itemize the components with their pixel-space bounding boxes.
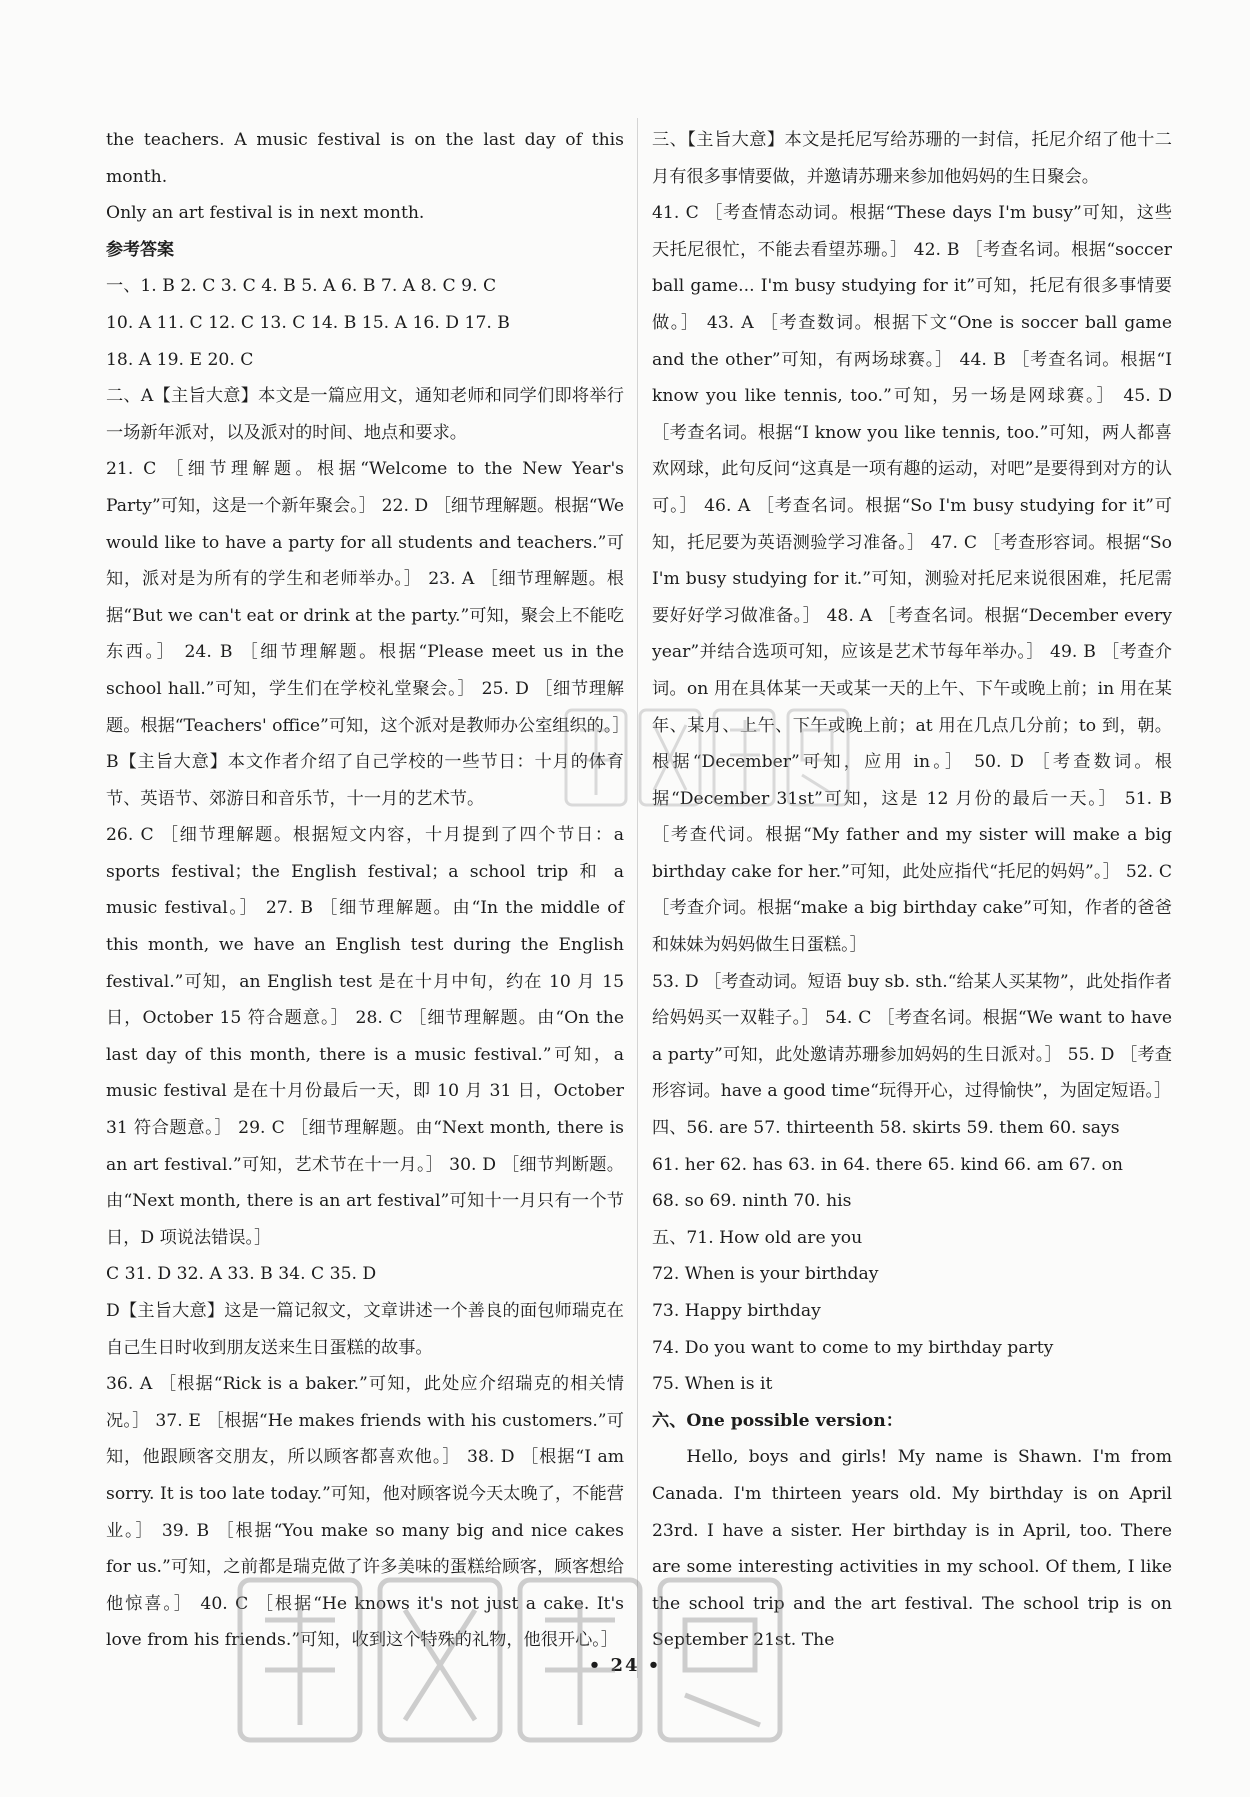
part4-row-2: 61. her 62. has 63. in 64. there 65. kind 66. am 67. on xyxy=(652,1154,1124,1175)
part2b-answers: 26. C ［细节理解题。根据短文内容，十月提到了四个节日：a sports festival；the English festival；a school trip 和 a music festival。］ 27. B ［细节理解题。由“In the middle of this month, we have an English test during the English festival.”可知，an English test 是在十月中旬，约在 10 月 15 日，October 15 符合题意。］ 28. C ［细节理解题。由“On the last day of this month, there is a music festival.”可知，a music festival 是在十月份最后一天，即 10 月 31 日，October 31 符合题意。］ 29. C ［细节理解题。由“Next month, there is an art festival.”可知，艺术节在十一月。］ 30. D ［细节判断题。由“Next month, there is an art festival”可知十一月只有一个节日，D 项说法错误。］ xyxy=(106,825,624,1248)
part2a-summary: 二、A【主旨大意】本文是一篇应用文，通知老师和同学们即将举行一场新年派对，以及派对的时间、地点和要求。 xyxy=(106,386,624,443)
part2d-answers: 36. A ［根据“Rick is a baker.”可知，此处应介绍瑞克的相关情况。］ 37. E ［根据“He makes friends with his customers.”可知，他跟顾客交朋友，所以顾客都喜欢他。］ 38. D ［根据“I am sorry. It is too late today.”可知，他对顾客说今天太晚了，不能营业。］ 39. B ［根据“You make so many big and nice cakes for us.”可知，之前都是瑞克做了许多美味的蛋糕给顾客，顾客想给他惊喜。］ 40. C ［根据“He knows it's not just a cake. It's love from his friends.”可知，收到这个特殊的礼物，他很开心。］ xyxy=(106,1374,624,1651)
right-column xyxy=(652,122,1172,1659)
part3-answers-53-55: 53. D ［考查动词。短语 buy sb. sth.“给某人买某物”，此处指作者给妈妈买一双鞋子。］ 54. C ［考查名词。根据“We want to have a party”可知，此处邀请苏珊参加妈妈的生日派对。］ 55. D ［考查形容词。have a good time“玩得开心，过得愉快”，为固定短语。］ xyxy=(652,971,1172,1102)
intro-line-2: Only an art festival is in next month. xyxy=(106,203,425,224)
part3-answers-41-52: 41. C ［考查情态动词。根据“These days I'm busy”可知，这些天托尼很忙，不能去看望苏珊。］ 42. B ［考查名词。根据“soccer ball game... I'm busy studying for it”可知，托尼有很多事情要做。］ 43. A ［考查数词。根据下文“One is soccer ball game and the other”可知，有两场球赛。］ 44. B ［考查名词。根据“I know you like tennis, too.”可知，另一场是网球赛。］ 45. D ［考查名词。根据“I know you like tennis, too.”可知，两人都喜欢网球，此句反问“这真是一项有趣的运动，对吧”是要得到对方的认可。］ 46. A ［考查名词。根据“So I'm busy studying for it”可知，托尼要为英语测验学习准备。］ 47. C ［考查形容词。根据“So I'm busy studying for it.”可知，测验对托尼来说很困难，托尼需要好好学习做准备。］ 48. A ［考查名词。根据“December every year”并结合选项可知，应该是艺术节每年举办。］ 49. B ［考查介词。on 用在具体某一天或某一天的上午、下午或晚上前；in 用在某年、某月、上午、下午或晚上前；at 用在几点几分前；to 到，朝。根据“December”可知，应用 in。］ 50. D ［考查数词。根据“December 31st”可知，这是 12 月份的最后一天。］ 51. B ［考查代词。根据“My father and my sister will make a big birthday cake for her.”可知，此处应指代“托尼的妈妈”。］ 52. C ［考查介词。根据“make a big birthday cake”可知，作者的爸爸和妹妹为妈妈做生日蛋糕。］ xyxy=(652,203,1172,956)
part4-row-3: 68. so 69. ninth 70. his xyxy=(652,1191,852,1212)
part1-row-1: 一、1. B 2. C 3. C 4. B 5. A 6. B 7. A 8. C 9. C xyxy=(106,276,497,297)
part1-row-2: 10. A 11. C 12. C 13. C 14. B 15. A 16. D 17. B xyxy=(106,312,510,333)
page-number: • 24 • xyxy=(588,1655,662,1676)
part2c-answers: C 31. D 32. A 33. B 34. C 35. D xyxy=(106,1264,377,1285)
part5-line-74: 74. Do you want to come to my birthday party xyxy=(652,1337,1054,1358)
part2d-summary: D【主旨大意】这是一篇记叙文，文章讲述一个善良的面包师瑞克在自己生日时收到朋友送来生日蛋糕的故事。 xyxy=(106,1301,624,1358)
part5-line-71: 五、71. How old are you xyxy=(652,1227,863,1248)
model-essay: Hello, boys and girls! My name is Shawn. I'm from Canada. I'm thirteen years old. My birthday is on April 23rd. I have a sister. Her birthday is in April, too. There are some interesting activities in my school. Of them, I like the school trip and the art festival. The school trip is on September 21st. The xyxy=(652,1447,1172,1651)
part5-line-73: 73. Happy birthday xyxy=(652,1301,821,1321)
part4-row-1: 四、56. are 57. thirteenth 58. skirts 59. them 60. says xyxy=(652,1118,1120,1139)
answer-key-heading: 参考答案 xyxy=(106,239,174,260)
part6-heading: 六、One possible version： xyxy=(652,1410,903,1431)
left-column xyxy=(106,122,630,1659)
part2b-summary: B【主旨大意】本文作者介绍了自己学校的一些节日：十月的体育节、英语节、郊游日和音乐节，十一月的艺术节。 xyxy=(106,752,624,809)
column-divider xyxy=(637,118,638,1678)
part1-row-3: 18. A 19. E 20. C xyxy=(106,349,254,370)
part5-line-72: 72. When is your birthday xyxy=(652,1264,879,1285)
intro-line-1: the teachers. A music festival is on the last day of this month. xyxy=(106,130,624,187)
part2a-answers: 21. C ［细节理解题。根据“Welcome to the New Year's Party”可知，这是一个新年聚会。］ 22. D ［细节理解题。根据“We would like to have a party for all students and teachers.”可知，派对是为所有的学生和老师举办。］ 23. A ［细节理解题。根据“But we can't eat or drink at the party.”可知，聚会上不能吃东西。］ 24. B ［细节理解题。根据“Please meet us in the school hall.”可知，学生们在学校礼堂聚会。］ 25. D ［细节理解题。根据“Teachers' office”可知，这个派对是教师办公室组织的。］ xyxy=(106,459,630,736)
part5-line-75: 75. When is it xyxy=(652,1374,773,1395)
part3-summary: 三、【主旨大意】本文是托尼写给苏珊的一封信，托尼介绍了他十二月有很多事情要做，并邀请苏珊来参加他妈妈的生日聚会。 xyxy=(652,130,1172,187)
